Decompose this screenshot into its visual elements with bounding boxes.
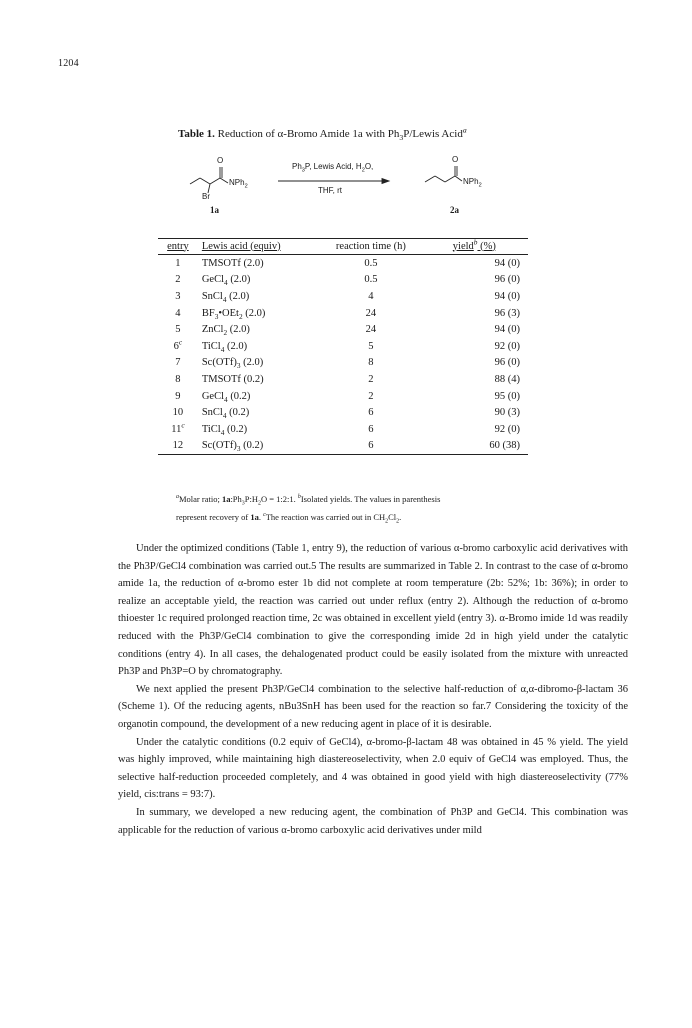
table-row [158, 288, 528, 305]
cell-yield: 60 (38) [421, 438, 528, 455]
product-amide-label: NPh$_2$ [463, 177, 482, 189]
start-amide-label: NPh$_2$ [229, 178, 248, 190]
cell-reaction-time: 5 [368, 340, 374, 352]
cell-yield: 92 (0) [494, 423, 520, 435]
cell-reaction-time: 2 [368, 373, 374, 385]
cell-reaction-time: 24 [365, 307, 377, 319]
paragraph-4: In summary, we developed a new reducing agent, the combination of Ph3P and GeCl4. This combination was applicable for the reduction of various α-bromo carboxylic acid derivatives under mild [118, 806, 628, 836]
table-row [158, 404, 528, 421]
cell-entry: 6$^c$ [173, 337, 183, 352]
column-header-yield: yield$^b$ (%) [421, 239, 528, 255]
bond [200, 178, 210, 184]
cell-yield: 88 (4) [494, 373, 520, 385]
start-oxygen-label: O [217, 156, 224, 165]
cell-reaction-time: 0.5 [364, 257, 378, 269]
cell-lewis-acid: ZnCl$_2$ (2.0) [201, 324, 250, 338]
cell-lewis-acid: GeCl$_4$ (0.2) [201, 390, 251, 404]
cell-entry: 5 [175, 324, 181, 336]
cell-entry: 10 [172, 407, 184, 419]
cell-lewis-acid: TiCl$_4$ (2.0) [201, 340, 248, 354]
cell-entry: 7 [175, 357, 181, 369]
page-number: 1204 [58, 58, 79, 69]
table-row [158, 321, 528, 338]
cell-entry: 11$^c$ [171, 420, 185, 435]
body-text [118, 540, 628, 839]
bond [210, 178, 220, 184]
start-bromo-label: Br [202, 192, 210, 201]
cell-yield: 94 (0) [494, 290, 520, 302]
paragraph-2: We next applied the present Ph3P/GeCl4 combination to the selective half-reduction of α,α-dibromo-β-lactam 36 (Scheme 1). Of the reducing agents, nBu3SnH has been used for the reaction so far.7 Considering the toxicity of the organotin compound, the development of a new reducing agent in place of it is desirable. [118, 683, 628, 730]
cell-entry: 1 [175, 257, 181, 269]
cell-reaction-time: 24 [365, 324, 377, 336]
cell-reaction-time: 2 [368, 390, 374, 402]
reagents-below: THF, rt [318, 186, 342, 195]
reagents-above: $Ph_3P$, Lewis Acid, $H_2O$, [292, 162, 374, 174]
table-title-text: Reduction of α-Bromo Amide 1a with $Ph_3P$/Lewis Acid [214, 128, 463, 143]
bond [455, 176, 462, 181]
column-header-entry: entry [158, 239, 198, 255]
table-row [158, 371, 528, 388]
table-row [158, 355, 528, 372]
table-row [158, 255, 528, 272]
product-oxygen-label: O [452, 155, 459, 164]
cell-lewis-acid: SnCl$_4$ (2.0) [201, 290, 250, 305]
cell-entry: 3 [175, 290, 181, 302]
cell-yield: 90 (3) [494, 407, 520, 419]
table-row [158, 338, 528, 355]
bond [220, 178, 228, 183]
table-row [158, 305, 528, 322]
cell-lewis-acid: $Sc(OTf)_3$ (0.2) [198, 438, 321, 455]
cell-yield: 92 (0) [494, 340, 520, 352]
bond [445, 176, 455, 182]
cell-entry: 9 [175, 390, 181, 402]
cell-reaction-time: 8 [368, 357, 374, 369]
cell-lewis-acid: GeCl$_4$ (2.0) [201, 274, 251, 288]
table-row [158, 272, 528, 289]
cell-lewis-acid: TMSOTf (0.2) [201, 373, 264, 385]
footnote-line-1: $^a$Molar ratio; $1a:Ph_3P:H_2O$ = 1:2:1. $^b$Isolated yields. The values in parenthesis [176, 494, 441, 507]
column-header-reaction-time: reaction time (h) [321, 239, 420, 255]
paragraph-1: Under the optimized conditions (Table 1, entry 9), the reduction of various α-bromo carboxylic acid derivatives with the Ph3P/GeCl4 combination was carried out.5 The results are summarized in Table 2. In contrast to the case of α-bromo amide 1a, the reduction of α-bromo ester 1b did not complete at room temperature (2b: 52%; 1b: 36%); in order to realize an acceptable yield, the reaction was carried out under reflux (entry 2). Although the reduction of α-bromo thioester 1c required prolonged reaction time, 2c was obtained in excellent yield (entry 3). α-Bromo imide 1d was readily reduced with the Ph3P/GeCl4 combination to give the corresponding imide 2d in high yield under the catalytic conditions (entry 4). In all cases, the dehalogenated product could be easily isolated from the mixture with unreacted Ph3P and Ph3P=O by chromatography. [118, 543, 628, 678]
cell-yield: 94 (0) [494, 324, 520, 336]
cell-yield: 94 (0) [494, 257, 520, 269]
bond [190, 178, 200, 184]
cell-lewis-acid: TMSOTf (2.0) [201, 257, 264, 269]
table-footnotes [176, 490, 536, 526]
table-body [158, 255, 528, 455]
cell-yield: 96 (3) [494, 307, 520, 319]
cell-lewis-acid: TiCl$_4$ (0.2) [201, 423, 248, 437]
column-header-lewis-acid: Lewis acid (equiv) [198, 239, 321, 255]
cell-yield: 96 (0) [494, 357, 520, 369]
reaction-arrow-head [382, 179, 389, 184]
cell-entry: 2 [175, 274, 181, 286]
cell-reaction-time: 6 [321, 438, 420, 455]
table-header-row [158, 239, 528, 255]
cell-lewis-acid: SnCl$_4$ (0.2) [201, 407, 250, 421]
cell-lewis-acid: $BF_3•OEt_2$ (2.0) [201, 307, 266, 321]
cell-entry: 8 [175, 373, 181, 385]
table-title-footnote-mark: a [462, 125, 467, 135]
product-compound-label: 2a [450, 205, 459, 215]
table-row [158, 388, 528, 405]
footnote-line-2: represent recovery of 1a. $^c$The reaction was carried out in $CH_2Cl_2$. [176, 512, 402, 525]
cell-entry: 4 [175, 307, 181, 319]
cell-reaction-time: 6 [368, 407, 374, 419]
cell-reaction-time: 6 [368, 423, 374, 435]
table-title [178, 125, 467, 143]
table-row [158, 438, 528, 455]
table-row [158, 421, 528, 438]
results-table [158, 238, 528, 455]
paragraph-3: Under the catalytic conditions (0.2 equiv of GeCl4), α-bromo-β-lactam 48 was obtained in 45 % yield. The yield was highly improved, while maintaining high diastereoselectivity, when 2.0 equiv of GeCl4 was employed. Thus, the selective half-reduction proceeded completely, and 4 was obtained in good yield with high diastereoselectivity (77% yield, cis:trans = 93:7). [118, 736, 628, 801]
table-title-label: Table 1. [178, 128, 215, 140]
cell-entry: 12 [158, 438, 198, 455]
cell-reaction-time: 0.5 [364, 274, 378, 286]
bond [435, 176, 445, 182]
bond [425, 176, 435, 182]
cell-yield: 95 (0) [494, 390, 520, 402]
reaction-scheme [160, 148, 520, 228]
cell-lewis-acid: $Sc(OTf)_3$ (2.0) [201, 357, 264, 371]
start-compound-label: 1a [210, 205, 219, 215]
cell-reaction-time: 4 [368, 290, 374, 302]
cell-yield: 96 (0) [494, 274, 520, 286]
